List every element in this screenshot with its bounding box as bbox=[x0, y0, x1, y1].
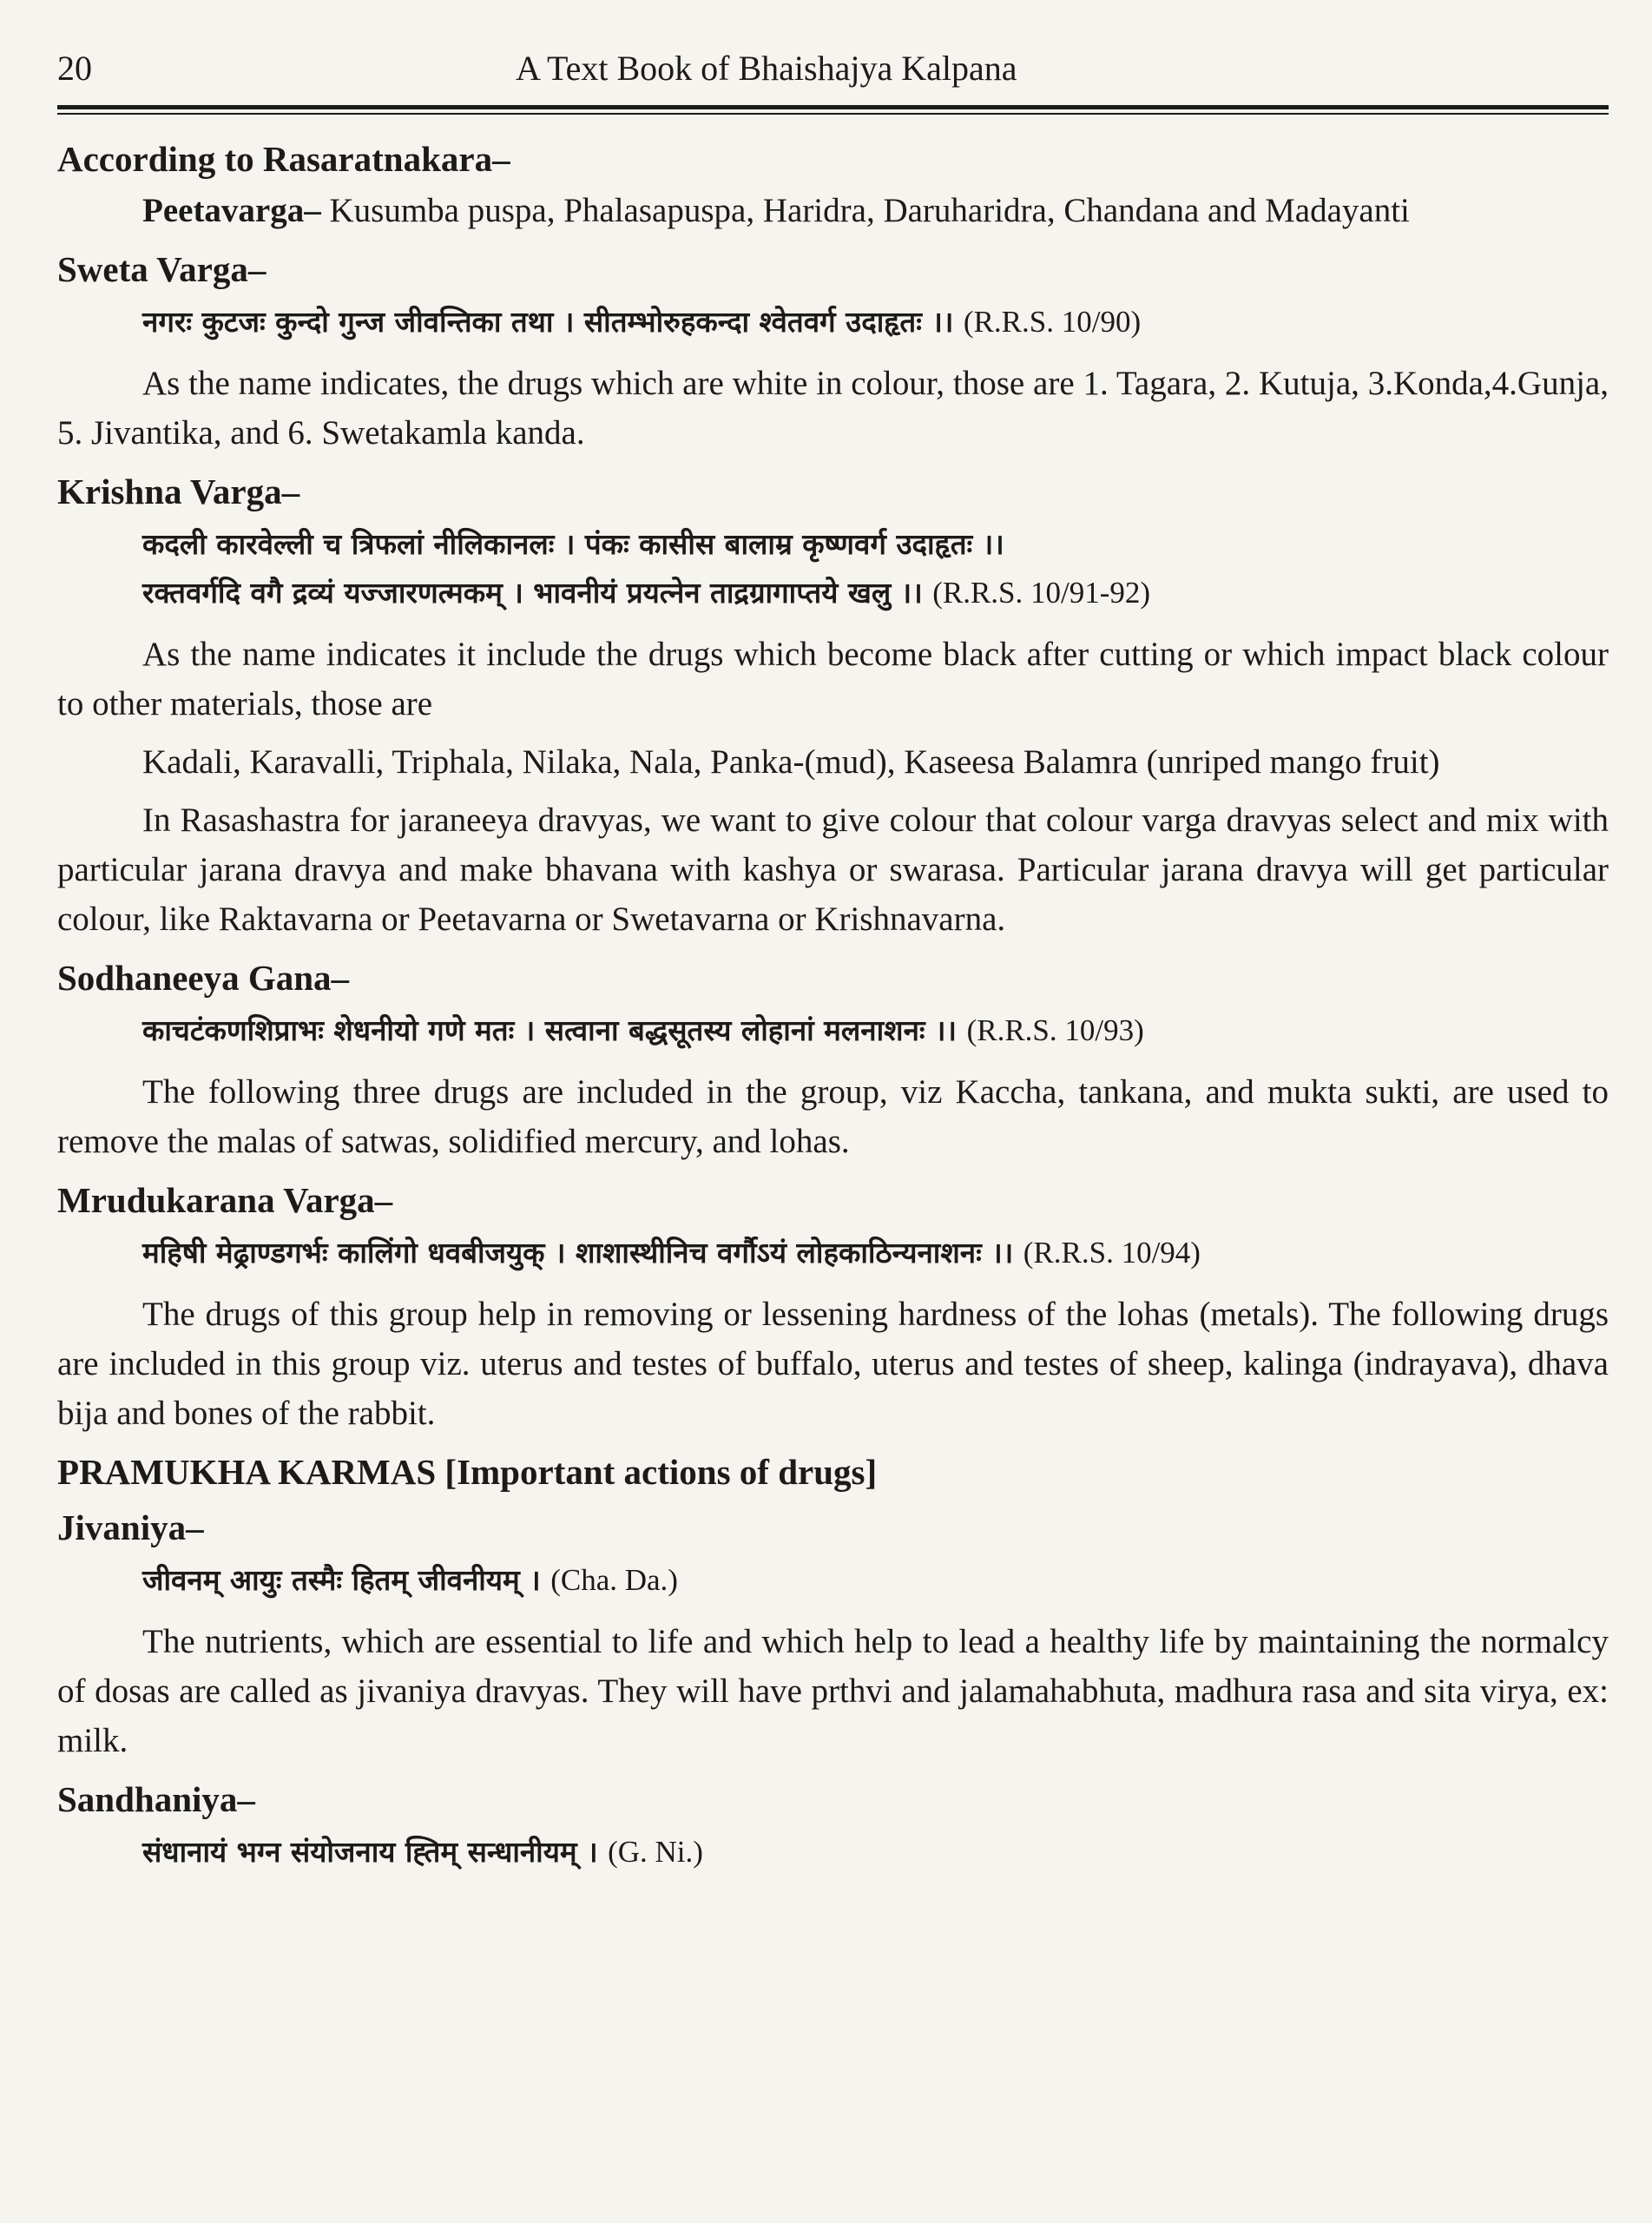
shloka-sweta-ref: (R.R.S. 10/90) bbox=[963, 305, 1142, 339]
shloka-sandhaniya bbox=[142, 1828, 1609, 1877]
shloka-krishna bbox=[142, 520, 1609, 617]
heading-sweta-varga: Sweta Varga– bbox=[57, 249, 267, 289]
jivaniya-paragraph: The nutrients, which are essential to life and which help to lead a healthy life by maintaining the normalcy of dosas are called as jivaniya dravyas. They will have prthvi and jalamahabhuta, madhura rasa and sita virya, ex: milk. bbox=[57, 1623, 1609, 1759]
heading-pramukha-karmas: PRAMUKHA KARMAS [Important actions of drugs] bbox=[57, 1452, 878, 1492]
shloka-krishna-line1: कदली कारवेल्ली च त्रिफलां नीलिकानलः । पंकः कासीस बालाम्र कृष्णवर्ग उदाहृतः ।। bbox=[142, 527, 1004, 561]
krishna-paragraph-2: Kadali, Karavalli, Triphala, Nilaka, Nala, Panka-(mud), Kaseesa Balamra (unriped mango fruit) bbox=[142, 743, 1440, 781]
shloka-jivaniya-ref: (Cha. Da.) bbox=[550, 1563, 678, 1597]
sweta-paragraph: As the name indicates, the drugs which are white in colour, those are 1. Tagara, 2. Kutuja, 3.Konda,4.Gunja, 5. Jivantika, and 6. Swetakamla kanda. bbox=[57, 365, 1609, 452]
heading-sodhaneeya-gana: Sodhaneeya Gana– bbox=[57, 958, 350, 998]
krishna-paragraph-3: In Rasashastra for jaraneeya dravyas, we want to give colour that colour varga dravyas select and mix with particular jarana dravya and make bhavana with kashya or swarasa. Particular jarana dravya will get particular colour, like Raktavarna or Peetavarna or Swetavarna or Krishnavarna. bbox=[57, 801, 1609, 938]
shloka-mrudukarana-ref: (R.R.S. 10/94) bbox=[1023, 1236, 1201, 1270]
heading-mrudukarana-varga: Mrudukarana Varga– bbox=[57, 1180, 393, 1220]
sodhaneeya-paragraph: The following three drugs are included in the group, viz Kaccha, tankana, and mukta sukti, are used to remove the malas of satwas, solidified mercury, and lohas. bbox=[57, 1073, 1609, 1160]
header-rule-thin bbox=[57, 113, 1609, 115]
mrudukarana-paragraph: The drugs of this group help in removing or lessening hardness of the lohas (metals). The following drugs are included in this group viz. uterus and testes of buffalo, uterus and testes of sheep, kalinga (indrayava), dhava bija and bones of the rabbit. bbox=[57, 1296, 1609, 1432]
peetavarga-term: Peetavarga– bbox=[142, 192, 321, 229]
running-header bbox=[57, 48, 1609, 100]
heading-rasaratnakara: According to Rasaratnakara– bbox=[57, 139, 510, 179]
shloka-mrudukarana-text: महिषी मेढ्राण्डगर्भः कालिंगो धवबीजयुक् । शाशास्थीनिच वर्गौऽयं लोहकाठिन्यनाशनः ।। bbox=[142, 1236, 1023, 1270]
shloka-jivaniya-text: जीवनम् आयुः तस्मैः हितम् जीवनीयम् । bbox=[142, 1563, 551, 1597]
shloka-sodhaneeya bbox=[142, 1006, 1609, 1055]
shloka-jivaniya bbox=[142, 1556, 1609, 1605]
page-number: 20 bbox=[57, 49, 92, 88]
shloka-krishna-line2: रक्तवर्गदि वगै द्रव्यं यज्जारणत्मकम् । भावनीयं प्रयत्नेन ताद्रग्रागाप्तये खलु ।। bbox=[142, 576, 933, 610]
shloka-sandhaniya-ref: (G. Ni.) bbox=[608, 1835, 703, 1869]
shloka-sodhaneeya-text: काचटंकणशिप्राभः शेधनीयो गणे मतः । सत्वाना बद्धसूतस्य लोहानां मलनाशनः ।। bbox=[142, 1013, 967, 1047]
krishna-paragraph-1: As the name indicates it include the drugs which become black after cutting or which impact black colour to other materials, those are bbox=[57, 636, 1609, 722]
page-body bbox=[57, 134, 1609, 1877]
shloka-sweta bbox=[142, 298, 1609, 346]
heading-krishna-varga: Krishna Varga– bbox=[57, 472, 300, 511]
peetavarga-text: Kusumba puspa, Phalasapuspa, Haridra, Daruharidra, Chandana and Madayanti bbox=[320, 192, 1410, 229]
peetavarga-paragraph bbox=[57, 186, 1609, 235]
shloka-sweta-text: नगरः कुटजः कुन्दो गुन्ज जीवन्तिका तथा । सीतम्भोरुहकन्दा श्वेतवर्ग उदाहृतः ।। bbox=[142, 305, 964, 339]
shloka-mrudukarana bbox=[142, 1229, 1609, 1277]
shloka-sandhaniya-text: संधानायं भग्न संयोजनाय ह्तिम् सन्धानीयम् । bbox=[142, 1835, 609, 1869]
shloka-sodhaneeya-ref: (R.R.S. 10/93) bbox=[966, 1013, 1144, 1047]
header-rule-thick bbox=[57, 105, 1609, 109]
book-title: A Text Book of Bhaishajya Kalpana bbox=[516, 49, 1017, 88]
heading-sandhaniya: Sandhaniya– bbox=[57, 1779, 255, 1819]
shloka-krishna-ref: (R.R.S. 10/91-92) bbox=[932, 576, 1151, 610]
heading-jivaniya: Jivaniya– bbox=[57, 1507, 204, 1547]
